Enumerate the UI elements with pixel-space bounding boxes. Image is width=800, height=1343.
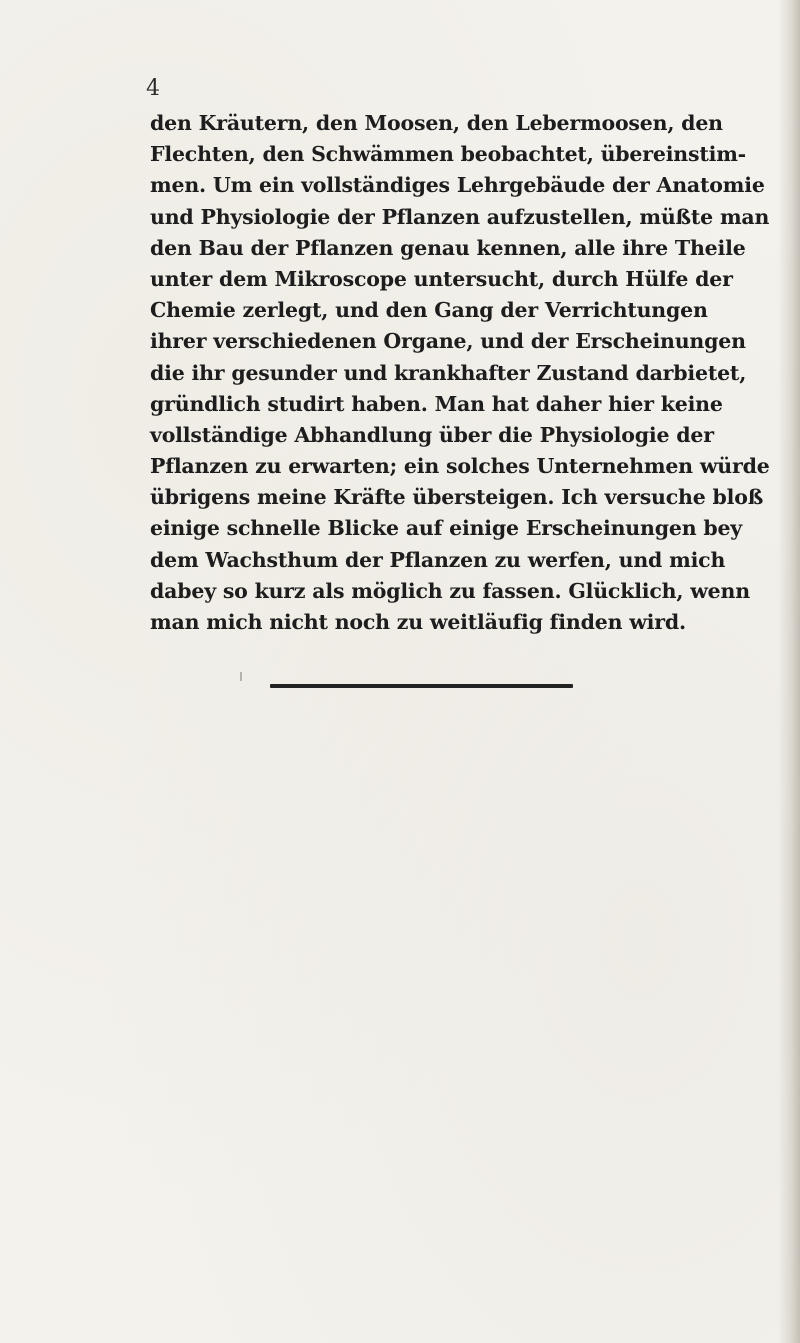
text-line: ihrer verschiedenen Organe, und der Erscheinungen xyxy=(150,329,746,354)
binding-shadow xyxy=(778,0,800,1343)
text-line: men. Um ein vollständiges Lehrgebäude der Anatomie xyxy=(150,173,765,198)
text-line: Flechten, den Schwämmen beobachtet, übereinstim- xyxy=(150,142,746,167)
text-line: Chemie zerlegt, und den Gang der Verrichtungen xyxy=(150,298,708,323)
text-line: Pflanzen zu erwarten; ein solches Unternehmen würde xyxy=(150,454,770,479)
body-paragraph xyxy=(150,108,770,638)
text-line: und Physiologie der Pflanzen aufzustellen, müßte man xyxy=(150,204,770,229)
page-number: 4 xyxy=(146,76,160,101)
text-line: dabey so kurz als möglich zu fassen. Glücklich, wenn xyxy=(150,578,750,603)
text-line: man mich nicht noch zu weitläufig finden wird. xyxy=(150,610,686,634)
text-line: vollständige Abhandlung über die Physiologie der xyxy=(150,422,714,447)
text-line: einige schnelle Blicke auf einige Erscheinungen bey xyxy=(150,516,743,541)
text-line: dem Wachsthum der Pflanzen zu werfen, und mich xyxy=(150,547,726,572)
section-divider-rule xyxy=(270,684,573,688)
text-line: den Kräutern, den Moosen, den Lebermoosen, den xyxy=(150,111,723,135)
ink-mark xyxy=(240,672,242,681)
text-line: übrigens meine Kräfte übersteigen. Ich versuche bloß xyxy=(150,485,764,510)
text-line: gründlich studirt haben. Man hat daher hier keine xyxy=(150,391,723,416)
text-line: unter dem Mikroscope untersucht, durch Hülfe der xyxy=(150,266,733,291)
text-line: die ihr gesunder und krankhafter Zustand darbietet, xyxy=(150,360,747,385)
text-line: den Bau der Pflanzen genau kennen, alle ihre Theile xyxy=(150,235,746,260)
